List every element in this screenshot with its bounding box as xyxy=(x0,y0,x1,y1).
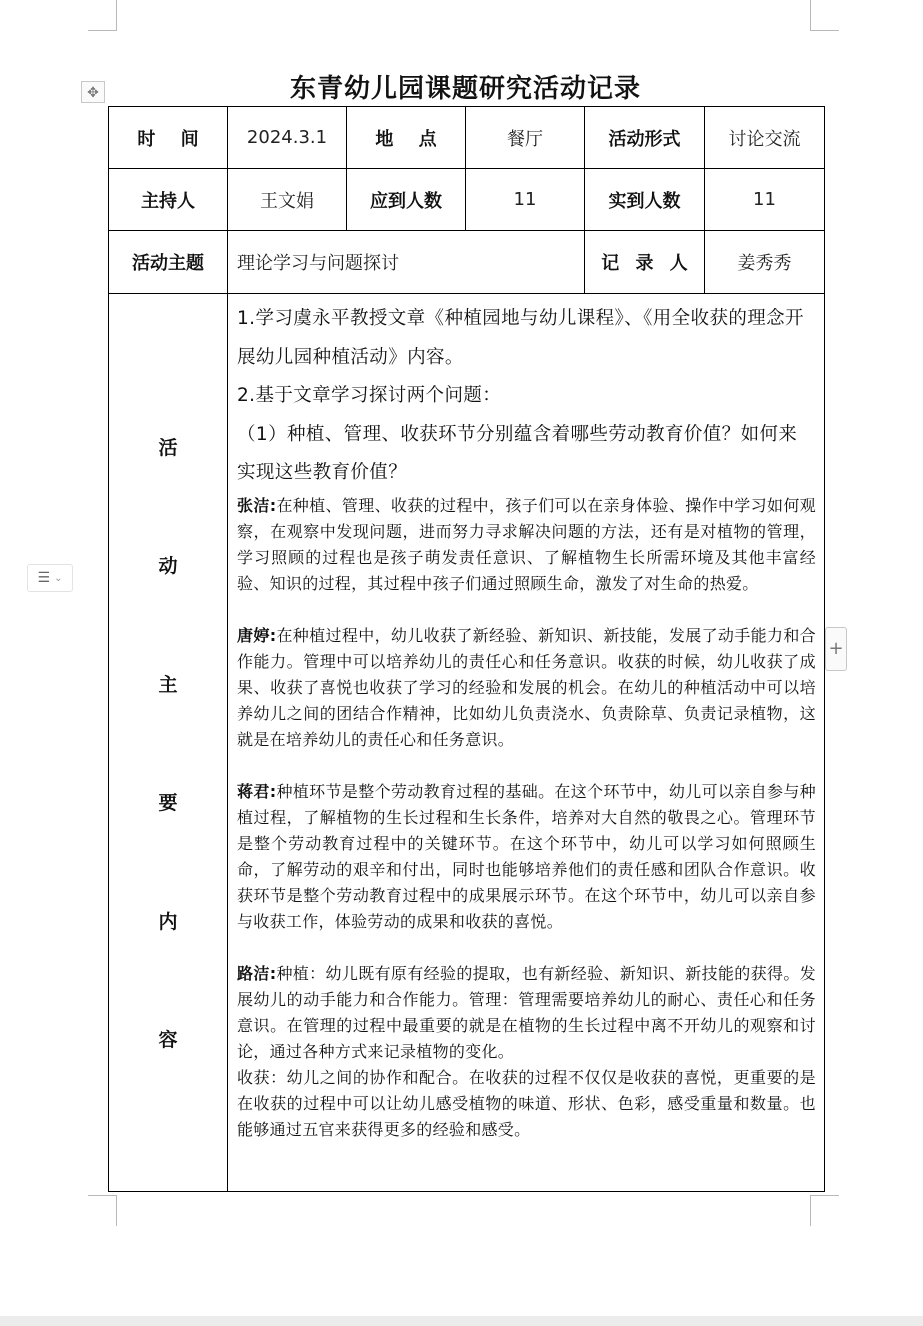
theme-value[interactable]: 理论学习与问题探讨 xyxy=(228,231,585,294)
label-char: 内 xyxy=(158,910,178,933)
speech-paragraph xyxy=(237,779,816,935)
time-label: 时间 xyxy=(109,107,228,169)
intro-line-2: 2.基于文章学习探讨两个问题： xyxy=(237,385,502,406)
add-column-button[interactable] xyxy=(825,627,847,671)
actual-count-value[interactable]: 11 xyxy=(705,169,825,231)
speaker-name: 唐婷: xyxy=(237,625,277,645)
chevron-down-icon: ⌄ xyxy=(54,572,63,584)
place-label: 地点 xyxy=(347,107,466,169)
activity-form-value[interactable]: 讨论交流 xyxy=(705,107,825,169)
activity-form-label: 活动形式 xyxy=(585,107,705,169)
paragraph-gap xyxy=(237,753,816,779)
intro-line-3: （1）种植、管理、收获环节分别蕴含着哪些劳动教育价值？如何来实现这些教育价值？ xyxy=(237,423,798,483)
document-title: 东青幼儿园课题研究活动记录 xyxy=(289,74,641,104)
intro-line-1: 1.学习虞永平教授文章《种植园地与幼儿课程》、《用全收获的理念开展幼儿园种植活动》内容。 xyxy=(237,308,804,368)
place-value[interactable]: 餐厅 xyxy=(466,107,585,169)
speech-paragraph xyxy=(237,493,816,597)
speaker-name: 蒋君: xyxy=(237,781,277,801)
speech-paragraph xyxy=(237,961,816,1065)
activity-record-table xyxy=(108,106,825,1192)
main-content-label-cell xyxy=(109,294,228,1192)
crop-mark-bottom-left xyxy=(88,1195,117,1226)
recorder-label: 记录人 xyxy=(585,231,705,294)
table-row xyxy=(109,294,825,1192)
layout-icon: ☰ xyxy=(37,570,51,586)
expected-count-label: 应到人数 xyxy=(347,169,466,231)
speech-text: 种植环节是整个劳动教育过程的基础。在这个环节中，幼儿可以亲自参与种植过程，了解植物的生长过程和生长条件，培养对大自然的敬畏之心。管理环节是整个劳动教育过程中的关键环节。在这个环节中，幼儿可以学习如何照顾生命，了解劳动的艰辛和付出，同时也能够培养他们的责任感和团队合作意识。收获环节是整个劳动教育过程中的成果展示环节。在这个环节中，幼儿可以亲自参与收获工作，体验劳动的成果和收获的喜悦。 xyxy=(237,781,816,931)
paragraph-gap xyxy=(237,935,816,961)
theme-label: 活动主题 xyxy=(109,231,228,294)
recorder-value[interactable]: 姜秀秀 xyxy=(705,231,825,294)
crop-mark-bottom-right xyxy=(810,1195,839,1226)
crop-mark-top-right xyxy=(810,0,839,31)
plus-icon: + xyxy=(828,638,844,659)
label-char: 动 xyxy=(158,555,178,578)
label-char: 活 xyxy=(158,436,178,459)
label-char: 要 xyxy=(158,792,178,815)
label-char: 容 xyxy=(158,1029,178,1052)
table-row xyxy=(109,169,825,231)
speech-paragraph xyxy=(237,623,816,753)
speech-text: 在种植过程中，幼儿收获了新经验、新知识、新技能，发展了动手能力和合作能力。管理中可以培养幼儿的责任心和任务意识。收获的时候，幼儿收获了成果、收获了喜悦也收获了学习的经验和发展的机会。在幼儿的种植活动中可以培养幼儿之间的团结合作精神，比如幼儿负责浇水、负责除草、负责记录植物，这就是在培养幼儿的责任心和任务意识。 xyxy=(237,625,816,749)
host-value[interactable]: 王文娟 xyxy=(228,169,347,231)
speaker-name: 张洁: xyxy=(237,495,277,515)
speech-text: 种植：幼儿既有原有经验的提取，也有新经验、新知识、新技能的获得。发展幼儿的动手能力和合作能力。管理：管理需要培养幼儿的耐心、责任心和任务意识。在管理的过程中最重要的就是在植物的生长过程中离不开幼儿的观察和讨论，通过各种方式来记录植物的变化。 xyxy=(237,963,816,1061)
table-row xyxy=(109,107,825,169)
speech-continuation: 收获：幼儿之间的协作和配合。在收获的过程不仅仅是收获的喜悦，更重要的是在收获的过程中可以让幼儿感受植物的味道、形状、色彩，感受重量和数量。也能够通过五官来获得更多的经验和感受。 xyxy=(237,1067,816,1139)
main-content-label xyxy=(109,433,227,1053)
status-bar xyxy=(0,1316,923,1326)
crop-mark-top-left xyxy=(88,0,117,31)
paragraph-gap xyxy=(237,597,816,623)
actual-count-label: 实到人数 xyxy=(585,169,705,231)
label-char: 主 xyxy=(158,673,178,696)
main-content-body[interactable] xyxy=(228,294,825,1192)
layout-options-button[interactable] xyxy=(27,564,73,592)
expected-count-value[interactable]: 11 xyxy=(466,169,585,231)
time-value[interactable]: 2024.3.1 xyxy=(228,107,347,169)
table-row xyxy=(109,231,825,294)
four-way-move-icon: ✥ xyxy=(87,85,99,101)
host-label: 主持人 xyxy=(109,169,228,231)
speech-text: 在种植、管理、收获的过程中，孩子们可以在亲身体验、操作中学习如何观察，在观察中发现问题，进而努力寻求解决问题的方法，还有是对植物的管理，学习照顾的过程也是孩子萌发责任意识、了解植物生长所需环境及其他丰富经验、知识的过程，其过程中孩子们通过照顾生命，激发了对生命的热爱。 xyxy=(237,495,816,593)
table-move-handle[interactable] xyxy=(81,81,105,103)
speaker-name: 路洁: xyxy=(237,963,277,983)
